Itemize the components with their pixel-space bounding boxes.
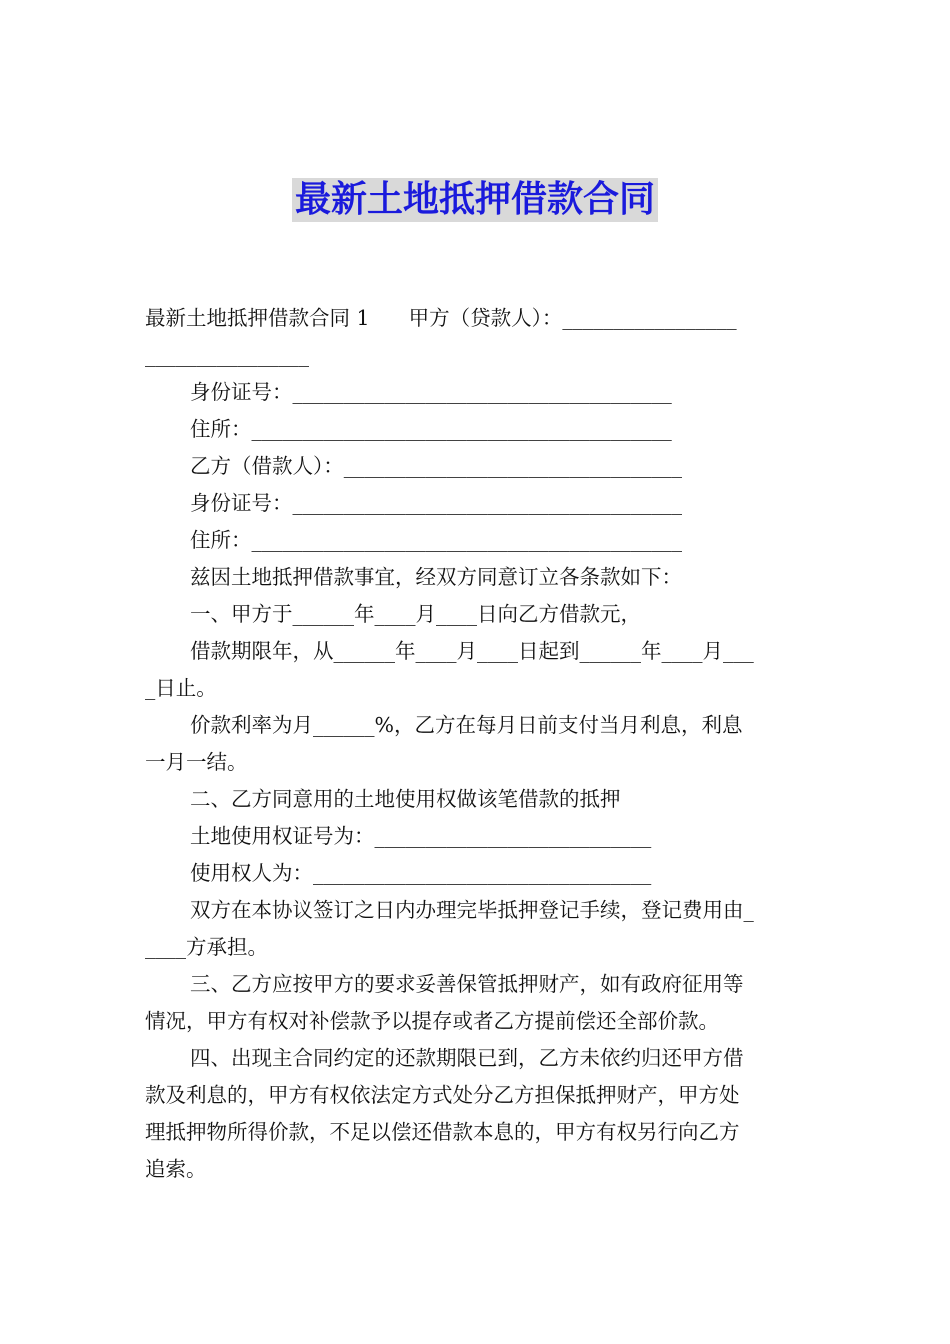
land-owner-line: 使用权人为：_________________________________ <box>190 861 652 885</box>
loan-term-line-cont: _日止。 <box>145 676 217 700</box>
clause-3-line: 三、乙方应按甲方的要求妥善保管抵押财产，如有政府征用等 <box>190 972 744 996</box>
loan-term-line: 借款期限年，从______年____月____日起到______年____月___ <box>190 639 754 663</box>
clause-1-line: 一、甲方于______年____月____日向乙方借款元， <box>190 602 641 626</box>
registration-line: 双方在本协议签订之日内办理完毕抵押登记手续，登记费用由_ <box>190 898 754 922</box>
clause-4-line-cont-3: 追索。 <box>145 1157 207 1181</box>
party-b-line: 乙方（借款人）：_________________________________ <box>190 454 682 478</box>
land-cert-line: 土地使用权证号为：___________________________ <box>190 824 652 848</box>
registration-line-cont: ____方承担。 <box>145 935 268 959</box>
party-a-line: 最新土地抵押借款合同 1 甲方（贷款人）：_________________ <box>145 306 737 330</box>
party-a-address-line: 住所：_________________________________________ <box>190 417 672 441</box>
clause-2-line: 二、乙方同意用的土地使用权做该笔借款的抵押 <box>190 787 621 811</box>
clause-4-line: 四、出现主合同约定的还款期限已到，乙方未依约归还甲方借 <box>190 1046 744 1070</box>
interest-line-cont: 一月一结。 <box>145 750 248 774</box>
interest-line: 价款利率为月______%，乙方在每月日前支付当月利息，利息 <box>190 713 743 737</box>
contract-body <box>145 300 810 1188</box>
title-block <box>0 178 950 222</box>
document-title: 最新土地抵押借款合同 <box>292 178 658 222</box>
party-a-line-cont: ________________ <box>145 343 309 367</box>
party-a-id-line: 身份证号：_____________________________________ <box>190 380 672 404</box>
party-b-id-line: 身份证号：______________________________________ <box>190 491 682 515</box>
preamble-line: 兹因土地抵押借款事宜，经双方同意订立各条款如下： <box>190 565 682 589</box>
clause-3-line-cont: 情况，甲方有权对补偿款予以提存或者乙方提前偿还全部价款。 <box>145 1009 719 1033</box>
party-b-address-line: 住所：__________________________________________ <box>190 528 682 552</box>
clause-4-line-cont-2: 理抵押物所得价款，不足以偿还借款本息的，甲方有权另行向乙方 <box>145 1120 740 1144</box>
clause-4-line-cont-1: 款及利息的，甲方有权依法定方式处分乙方担保抵押财产，甲方处 <box>145 1083 740 1107</box>
